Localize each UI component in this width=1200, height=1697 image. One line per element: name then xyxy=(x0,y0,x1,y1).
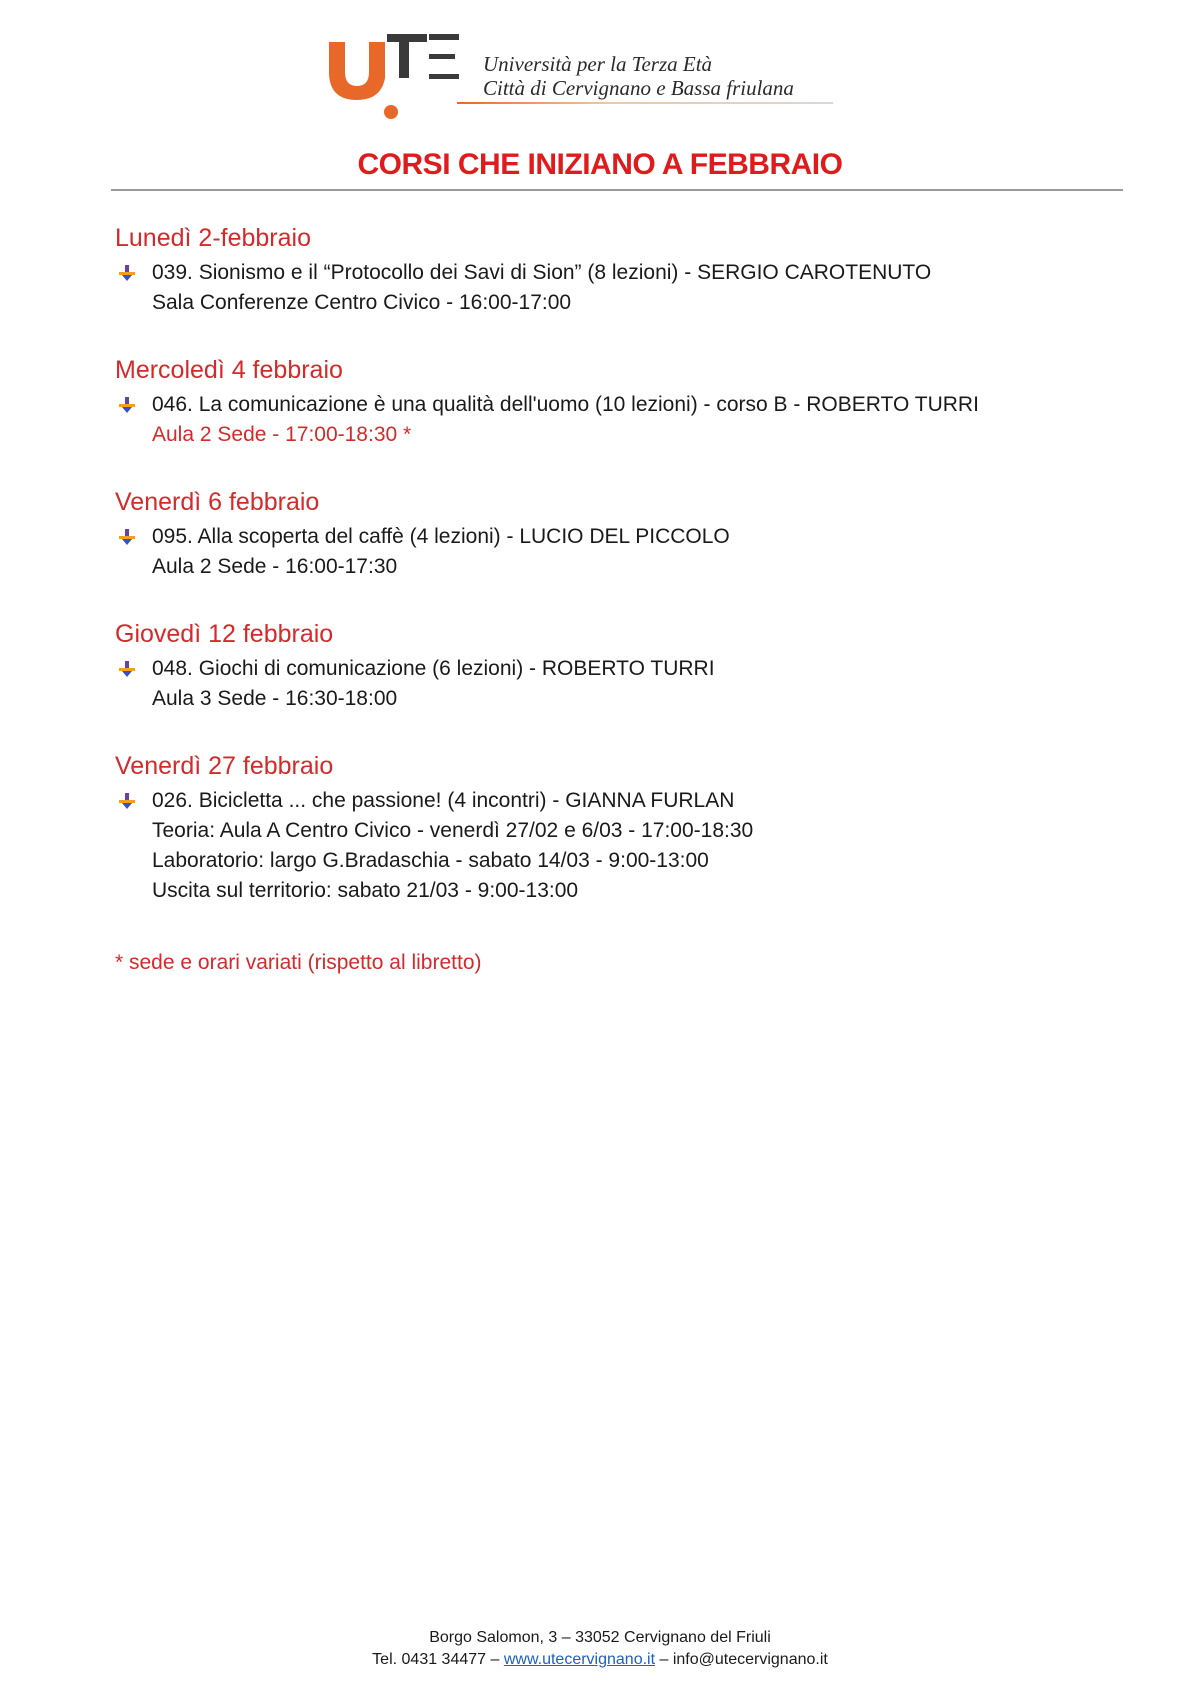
course-section-friday-27 xyxy=(115,750,1125,906)
course-location: Sala Conferenze Centro Civico - 16:00-17:00 xyxy=(152,291,572,314)
arrow-down-bullet-icon xyxy=(118,660,136,678)
course-entry-048 xyxy=(115,654,1125,714)
org-name-line-2: Città di Cervignano e Bassa friulana xyxy=(483,76,794,100)
course-section-wednesday-4 xyxy=(115,354,1125,450)
arrow-down-bullet-icon xyxy=(118,264,136,282)
footer xyxy=(0,1627,1200,1671)
footnote: * sede e orari variati (rispetto al libretto) xyxy=(115,951,482,974)
footer-address: Borgo Salomon, 3 – 33052 Cervignano del Friuli xyxy=(429,1629,771,1646)
arrow-down-bullet-icon xyxy=(118,792,136,810)
course-title: 048. Giochi di comunicazione (6 lezioni) - ROBERTO TURRI xyxy=(152,657,715,680)
arrow-down-bullet-icon xyxy=(118,528,136,546)
course-section-friday-6 xyxy=(115,486,1125,582)
course-entry-039 xyxy=(115,258,1125,318)
footer-contacts xyxy=(0,1649,1200,1671)
footer-separator: – xyxy=(655,1651,673,1668)
course-location: Aula 3 Sede - 16:30-18:00 xyxy=(152,687,398,710)
course-title: 095. Alla scoperta del caffè (4 lezioni) - LUCIO DEL PICCOLO xyxy=(152,525,730,548)
course-location: Aula 2 Sede - 16:00-17:30 xyxy=(152,555,398,578)
title-divider xyxy=(111,189,1123,191)
day-heading: Venerdì 6 febbraio xyxy=(115,488,320,516)
website-link[interactable]: www.utecervignano.it xyxy=(503,1651,656,1668)
arrow-down-bullet-icon xyxy=(118,396,136,414)
course-section-thursday-12 xyxy=(115,618,1125,714)
course-schedule-outing: Uscita sul territorio: sabato 21/03 - 9:00-13:00 xyxy=(152,879,579,902)
org-name-line-1: Università per la Terza Età xyxy=(483,52,713,76)
course-location-changed: Aula 2 Sede - 17:00-18:30 * xyxy=(152,423,412,446)
course-schedule-lab: Laboratorio: largo G.Bradaschia - sabato 14/03 - 9:00-13:00 xyxy=(152,849,709,872)
organization-name xyxy=(483,52,794,100)
course-list xyxy=(115,222,1125,942)
footer-phone: Tel. 0431 34477 – xyxy=(372,1651,504,1668)
ute-logo-icon xyxy=(325,28,465,128)
day-heading: Mercoledì 4 febbraio xyxy=(115,356,343,384)
course-title: 046. La comunicazione è una qualità dell'uomo (10 lezioni) - corso B - ROBERTO TURRI xyxy=(152,393,979,416)
course-title: 026. Bicicletta ... che passione! (4 incontri) - GIANNA FURLAN xyxy=(152,789,735,812)
course-title: 039. Sionismo e il “Protocollo dei Savi di Sion” (8 lezioni) - SERGIO CAROTENUTO xyxy=(152,261,932,284)
header-logo xyxy=(325,28,845,128)
course-entry-095 xyxy=(115,522,1125,582)
day-heading: Lunedì 2-febbraio xyxy=(115,224,311,252)
course-section-monday-2 xyxy=(115,222,1125,318)
course-schedule-theory: Teoria: Aula A Centro Civico - venerdì 27/02 e 6/03 - 17:00-18:30 xyxy=(152,819,754,842)
day-heading: Venerdì 27 febbraio xyxy=(115,752,334,780)
page-title: CORSI CHE INIZIANO A FEBBRAIO xyxy=(357,148,843,181)
course-entry-026 xyxy=(115,786,1125,906)
logo-divider xyxy=(457,102,833,104)
footer-email: info@utecervignano.it xyxy=(672,1651,828,1668)
course-entry-046 xyxy=(115,390,1125,450)
day-heading: Giovedì 12 febbraio xyxy=(115,620,334,648)
